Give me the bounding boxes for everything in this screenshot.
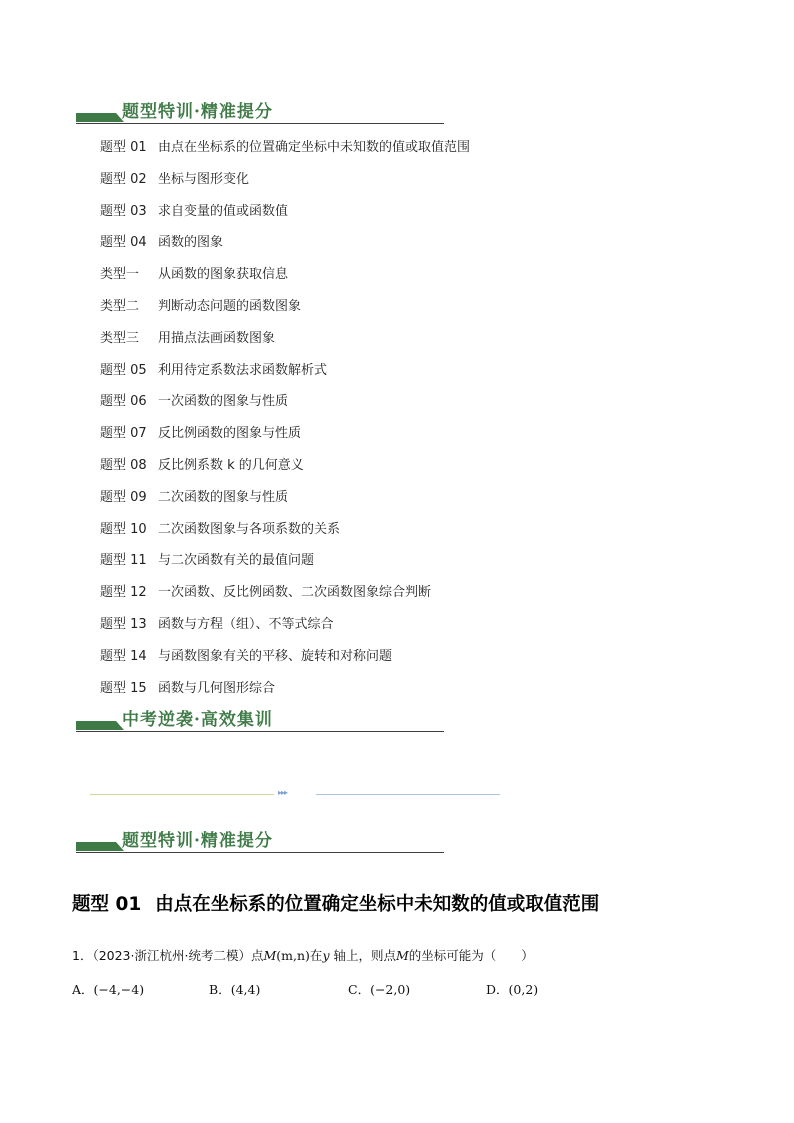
toc-item-label: 题型 01 bbox=[100, 140, 147, 155]
toc-item[interactable] bbox=[100, 362, 660, 394]
toc-item-label: 题型 05 bbox=[100, 362, 147, 378]
toc-item-text: 与函数图象有关的平移、旋转和对称问题 bbox=[158, 648, 393, 664]
toc-item-text: 用描点法画函数图象 bbox=[158, 330, 276, 346]
toc-item-label: 题型 10 bbox=[100, 521, 147, 537]
toc-item-label: 题型 03 bbox=[100, 203, 147, 219]
toc-item-label: 题型 11 bbox=[100, 553, 147, 569]
toc-item[interactable] bbox=[100, 457, 660, 489]
section-title: 题型特训·精准提分 bbox=[122, 831, 273, 851]
toc-item-text: 函数与方程（组）、不等式综合 bbox=[158, 616, 334, 632]
type-number: 题型 01 bbox=[72, 894, 142, 915]
option-letter: A． bbox=[72, 982, 94, 997]
toc-item[interactable] bbox=[100, 521, 660, 553]
toc-item-text: 二次函数图象与各项系数的关系 bbox=[158, 521, 341, 537]
toc-item-text: 函数的图象 bbox=[158, 235, 224, 251]
toc-item-label: 类型三 bbox=[100, 330, 140, 346]
section-header-top bbox=[76, 97, 444, 124]
toc-item[interactable] bbox=[100, 393, 660, 425]
question-stem bbox=[72, 946, 534, 964]
option-c[interactable] bbox=[348, 980, 410, 998]
option-value: (0,2) bbox=[508, 982, 539, 997]
toc-item-text: 坐标与图形变化 bbox=[158, 171, 250, 187]
toc-item[interactable] bbox=[100, 266, 660, 298]
point-coords: (m,n) bbox=[276, 948, 310, 963]
toc-item-text: 二次函数的图象与性质 bbox=[158, 489, 289, 505]
toc-item-label: 题型 13 bbox=[100, 616, 147, 632]
toc-item[interactable] bbox=[100, 489, 660, 521]
table-of-contents bbox=[100, 139, 660, 711]
toc-item[interactable] bbox=[100, 552, 660, 584]
option-value: (−2,0) bbox=[370, 982, 411, 997]
option-value: (−4,−4) bbox=[93, 982, 145, 997]
toc-item-text: 从函数的图象获取信息 bbox=[158, 267, 289, 283]
option-letter: C． bbox=[348, 982, 371, 997]
point-label: M bbox=[395, 948, 409, 963]
toc-item[interactable] bbox=[100, 171, 660, 203]
option-d[interactable] bbox=[486, 980, 538, 998]
option-letter: B． bbox=[209, 982, 231, 997]
toc-item-label: 题型 02 bbox=[100, 171, 147, 187]
toc-item[interactable] bbox=[100, 425, 660, 457]
section-title: 中考逆袭·高效集训 bbox=[122, 710, 273, 730]
type-title: 由点在坐标系的位置确定坐标中未知数的值或取值范围 bbox=[155, 894, 600, 915]
option-b[interactable] bbox=[209, 980, 260, 998]
toc-item[interactable] bbox=[100, 139, 660, 171]
toc-item-label: 题型 12 bbox=[100, 585, 147, 601]
axis-label: y bbox=[322, 948, 330, 963]
toc-item-text: 反比例系数 k 的几何意义 bbox=[158, 457, 304, 473]
toc-item-label: 题型 07 bbox=[100, 426, 147, 442]
toc-item-label: 题型 09 bbox=[100, 489, 147, 505]
header-bar-icon bbox=[76, 721, 116, 730]
section-header-bottom bbox=[76, 826, 444, 853]
toc-item-text: 利用待定系数法求函数解析式 bbox=[158, 362, 328, 378]
toc-item-label: 类型二 bbox=[100, 298, 140, 314]
divider-line-right bbox=[316, 794, 500, 795]
header-bar-icon bbox=[76, 113, 116, 122]
toc-item-label: 题型 06 bbox=[100, 394, 147, 410]
toc-item[interactable] bbox=[100, 203, 660, 235]
question-text: 轴上，则点 bbox=[329, 948, 396, 963]
header-bar-icon bbox=[76, 842, 116, 851]
toc-item-label: 题型 15 bbox=[100, 680, 147, 696]
toc-item[interactable] bbox=[100, 584, 660, 616]
toc-item-text: 求自变量的值或函数值 bbox=[158, 203, 289, 219]
question-text: 在 bbox=[309, 948, 323, 963]
toc-item-text: 一次函数的图象与性质 bbox=[158, 394, 289, 410]
divider-line-left bbox=[90, 794, 274, 795]
toc-item[interactable] bbox=[100, 648, 660, 680]
toc-item[interactable] bbox=[100, 298, 660, 330]
point-label: M bbox=[263, 948, 277, 963]
toc-item-label: 类型一 bbox=[100, 267, 140, 283]
toc-item[interactable] bbox=[100, 616, 660, 648]
section-header-middle bbox=[76, 705, 444, 732]
toc-item[interactable] bbox=[100, 330, 660, 362]
toc-item-text: 判断动态问题的函数图象 bbox=[158, 298, 302, 314]
toc-item-label: 题型 04 bbox=[100, 235, 147, 251]
question-suffix: 的坐标可能为（ ） bbox=[408, 948, 534, 963]
toc-item-text: 一次函数、反比例函数、二次函数图象综合判断 bbox=[158, 585, 432, 601]
toc-item-text: 函数与几何图形综合 bbox=[158, 680, 276, 696]
option-letter: D． bbox=[486, 982, 509, 997]
type-heading bbox=[72, 890, 599, 916]
toc-item-label: 题型 14 bbox=[100, 648, 147, 664]
option-a[interactable] bbox=[72, 980, 144, 998]
toc-item-label: 题型 08 bbox=[100, 457, 147, 473]
arrow-icon: ▸▸▸ bbox=[278, 788, 288, 797]
toc-item[interactable] bbox=[100, 234, 660, 266]
option-value: (4,4) bbox=[230, 982, 261, 997]
toc-item-text: 由点在坐标系的位置确定坐标中未知数的值或取值范围 bbox=[158, 140, 471, 155]
toc-item-text: 与二次函数有关的最值问题 bbox=[158, 553, 315, 569]
section-title: 题型特训·精准提分 bbox=[122, 102, 273, 122]
question-prefix: 1．（2023·浙江杭州·统考二模）点 bbox=[72, 948, 264, 963]
answer-options bbox=[72, 980, 632, 1000]
toc-item-text: 反比例函数的图象与性质 bbox=[158, 426, 302, 442]
